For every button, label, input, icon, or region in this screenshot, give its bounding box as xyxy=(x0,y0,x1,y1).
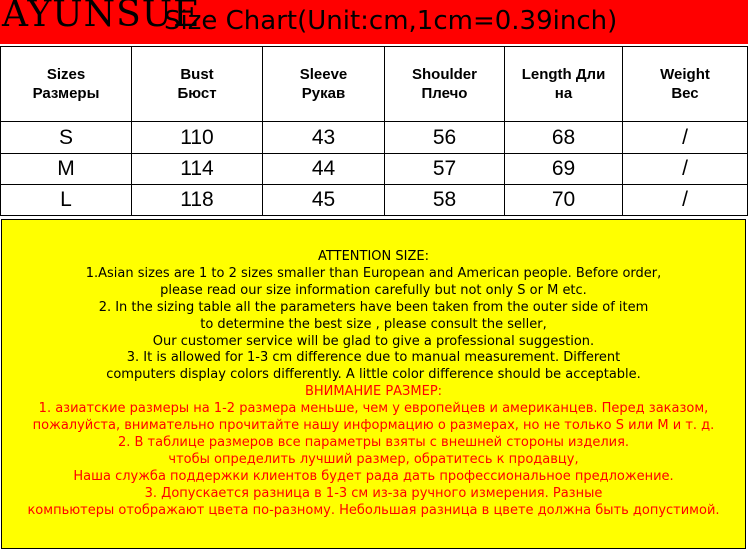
notice-line-en: to determine the best size , please consult the seller, xyxy=(200,316,547,332)
table-cell: 44 xyxy=(263,153,385,184)
table-cell: 58 xyxy=(385,184,505,215)
notice-line-en: 3. It is allowed for 1-3 cm difference due to manual measurement. Different xyxy=(126,350,621,366)
table-cell: 43 xyxy=(263,122,385,153)
notice-line-ru: 2. В таблице размеров все параметры взяты с внешней стороны изделия. xyxy=(117,434,630,450)
notice-line-en: Our customer service will be glad to give a professional suggestion. xyxy=(152,333,595,349)
table-row xyxy=(1,184,748,215)
table-cell: 68 xyxy=(505,122,623,153)
table-cell: M xyxy=(1,153,132,184)
column-header: Sizes Размеры xyxy=(1,47,132,122)
table-cell: 56 xyxy=(385,122,505,153)
column-header: Sleeve Рукав xyxy=(263,47,385,122)
brand-logo: AYUNSUE xyxy=(2,0,201,35)
table-cell: 110 xyxy=(132,122,263,153)
notice-line-en: computers display colors differently. A little color difference should be acceptable. xyxy=(106,367,641,383)
notice-line-en: 2. In the sizing table all the parameters have been taken from the outer side of item xyxy=(98,299,649,315)
notice-line-ru: 3. Допускается разница в 1-3 см из-за ручного измерения. Разные xyxy=(144,485,603,501)
table-cell: 70 xyxy=(505,184,623,215)
notice-line-ru: ВНИМАНИЕ РАЗМЕР: xyxy=(304,384,443,400)
notice-line-ru: 1. азиатские размеры на 1-2 размера меньше, чем у европейцев и американцев. Перед заказом, xyxy=(38,401,709,417)
column-header: Weight Вес xyxy=(623,47,748,122)
notice-line-en: ATTENTION SIZE: xyxy=(318,249,429,264)
chart-header xyxy=(0,0,748,44)
notice-line-ru: Наша служба поддержки клиентов будет рада дать профессиональное предложение. xyxy=(73,468,674,484)
chart-title: Size Chart(Unit:cm,1cm=0.39inch) xyxy=(164,6,618,36)
column-header: Bust Бюст xyxy=(132,47,263,122)
size-table xyxy=(0,46,748,216)
table-cell: 69 xyxy=(505,153,623,184)
notice-line-en: 1.Asian sizes are 1 to 2 sizes smaller than European and American people. Before order, xyxy=(85,265,662,281)
table-cell: 114 xyxy=(132,153,263,184)
column-header: Length Дли на xyxy=(505,47,623,122)
notice-line-ru: компьютеры отображают цвета по-разному. Небольшая разница в цвете должна быть допустимой. xyxy=(27,502,720,518)
attention-notice xyxy=(1,219,746,549)
table-cell: S xyxy=(1,122,132,153)
table-cell: / xyxy=(623,122,748,153)
table-cell: / xyxy=(623,184,748,215)
table-cell: L xyxy=(1,184,132,215)
notice-line-ru: пожалуйста, внимательно прочитайте нашу информацию о размерах, но не только S или M и т. д. xyxy=(32,418,715,434)
table-cell: 57 xyxy=(385,153,505,184)
column-header: Shoulder Плечо xyxy=(385,47,505,122)
notice-line-en: please read our size information carefully but not only S or M etc. xyxy=(160,282,587,298)
table-cell: 118 xyxy=(132,184,263,215)
table-cell: 45 xyxy=(263,184,385,215)
table-header-row xyxy=(1,47,748,122)
table-cell: / xyxy=(623,153,748,184)
notice-line-ru: чтобы определить лучший размер, обратитесь к продавцу, xyxy=(168,451,579,467)
table-row xyxy=(1,153,748,184)
table-row xyxy=(1,122,748,153)
